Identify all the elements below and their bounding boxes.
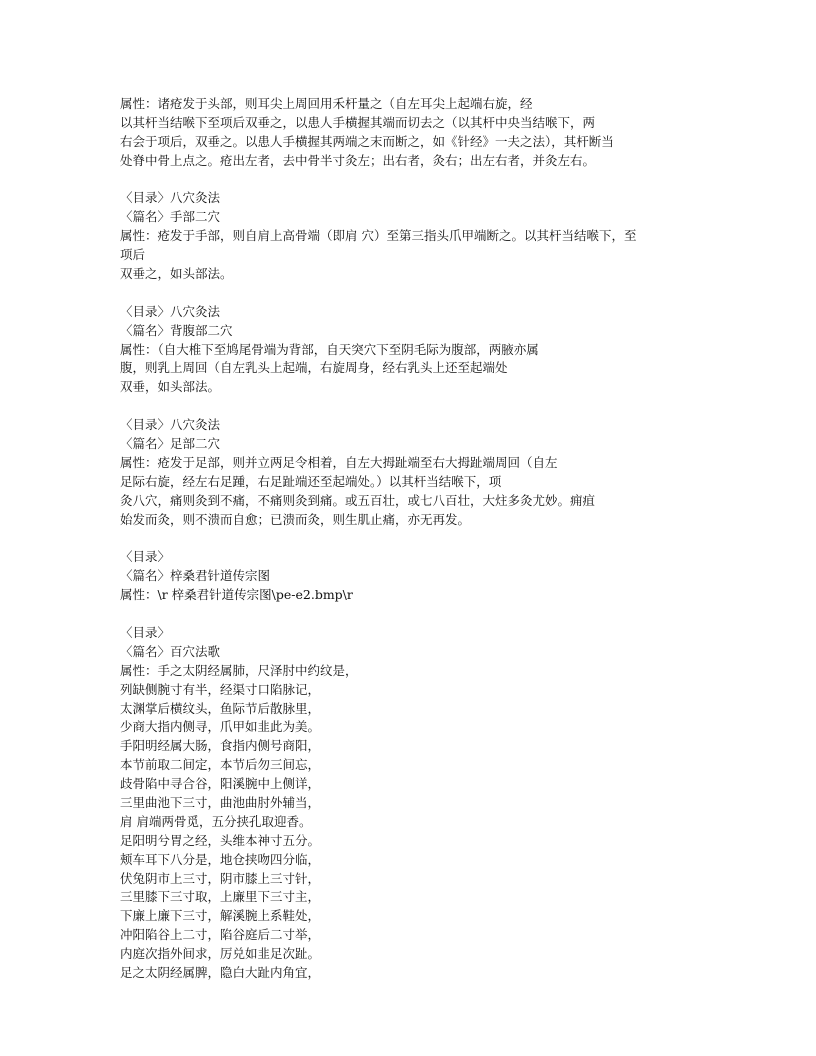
chapter-title-line: 〈篇名〉梓桑君针道传宗图 — [120, 568, 271, 584]
verse-line — [120, 983, 720, 1002]
paragraph-gap — [120, 397, 720, 416]
catalog-line: 〈目录〉八穴灸法 — [120, 190, 221, 206]
paragraph-gap — [120, 529, 720, 548]
text-line: 属性：\r 梓桑君针道传宗图\pe-e2.bmp\r — [120, 587, 353, 603]
section-foot-part — [120, 416, 720, 529]
chapter-title-line: 〈篇名〉背腹部二穴 — [120, 322, 233, 338]
catalog-line: 〈目录〉八穴灸法 — [120, 417, 221, 433]
verse-line: 足阳明兮胃之经，头维本神寸五分。 — [120, 832, 321, 848]
text-line: 处脊中骨上点之。疮出左者，去中骨半寸灸左；出右者，灸右；出左右者，并灸左右。 — [120, 152, 596, 168]
verse-line: 冲阳陷谷上二寸，陷谷庭后二寸举， — [120, 927, 321, 943]
text-line: 右会于项后，双垂之。以患人手横握其两端之末而断之，如《针经》一夫之法），其杆断当 — [120, 133, 614, 149]
section-back-abdomen-part — [120, 303, 720, 397]
text-line: 属性：疮发于手部，则自肩上高骨端（即肩 穴）至第三指头爪甲端断之。以其杆当结喉下，至 — [120, 228, 637, 244]
verse-line: 颊车耳下八分是，地仓挟吻四分临， — [120, 851, 321, 867]
catalog-line: 〈目录〉 — [120, 549, 171, 565]
chapter-title-line: 〈篇名〉百穴法歌 — [120, 643, 221, 659]
verse-line: 歧骨陷中寻合谷，阳溪腕中上侧详， — [120, 776, 321, 792]
paragraph-gap — [120, 284, 720, 303]
text-line: 腹，则乳上周回（自左乳头上起端，右旋周身，经右乳头上还至起端处 — [120, 360, 508, 376]
section-hand-part — [120, 189, 720, 283]
verse-line: 三里膝下三寸取，上廉里下三寸主， — [120, 889, 321, 905]
verse-line: 太渊掌后横纹头，鱼际节后散脉里， — [120, 700, 321, 716]
text-line: 灸八穴，痛则灸到不痛，不痛则灸到痛。或五百壮，或七八百壮，大炷多灸尤妙。痈疽 — [120, 492, 596, 508]
section-hundred-points-song — [120, 624, 720, 1021]
catalog-line: 〈目录〉 — [120, 624, 171, 640]
document-page — [120, 95, 720, 1021]
text-line: 双垂，如头部法。 — [120, 379, 221, 395]
text-line: 始发而灸，则不溃而自愈；已溃而灸，则生肌止痛，亦无再发。 — [120, 511, 471, 527]
text-line: 以其杆当结喉下至项后双垂之，以患人手横握其端而切去之（以其杆中央当结喉下，两 — [120, 114, 596, 130]
verse-line: 少商大指内侧寻，爪甲如韭此为美。 — [120, 719, 321, 735]
catalog-line: 〈目录〉八穴灸法 — [120, 303, 221, 319]
verse-line — [120, 1002, 720, 1021]
verse-line: 手阳明经属大肠，食指内侧号商阳， — [120, 738, 321, 754]
section-lineage-chart — [120, 548, 720, 605]
text-line: 双垂之，如头部法。 — [120, 266, 233, 282]
paragraph-gap — [120, 171, 720, 190]
verse-line: 三里曲池下三寸，曲池曲肘外辅当， — [120, 794, 321, 810]
text-line: 项后 — [120, 247, 146, 263]
verse-line: 足之太阴经属脾，隐白大趾内角宜， — [120, 964, 321, 980]
text-line: 属性：（自大椎下至鸠尾骨端为背部，自天突穴下至阴毛际为腹部，两腋亦属 — [120, 341, 539, 357]
text-line: 属性：诸疮发于头部，则耳尖上周回用禾杆量之（自左耳尖上起端右旋，经 — [120, 96, 533, 111]
verse-line: 下廉上廉下三寸，解溪腕上系鞋处， — [120, 908, 321, 924]
text-line: 足际右旋，经左右足踵，右足趾端还至起端处。）以其杆当结喉下，项 — [120, 473, 502, 489]
chapter-title-line: 〈篇名〉手部二穴 — [120, 209, 221, 225]
text-line: 属性：疮发于足部，则并立两足令相着，自左大拇趾端至右大拇趾端周回（自左 — [120, 454, 558, 470]
section-head-part — [120, 95, 720, 171]
paragraph-gap — [120, 605, 720, 624]
verse-line: 伏兔阴市上三寸，阴市膝上三寸针， — [120, 870, 321, 886]
verse-line: 内庭次指外间求，厉兑如韭足次趾。 — [120, 946, 321, 962]
verse-line: 肩 肩端两骨觅，五分挟孔取迎香。 — [120, 813, 312, 829]
verse-line: 本节前取二间定，本节后勿三间忘， — [120, 757, 321, 773]
verse-line: 属性：手之太阴经属肺，尺泽肘中约纹是， — [120, 662, 358, 678]
verse-line: 列缺侧腕寸有半，经渠寸口陷脉记， — [120, 681, 321, 697]
chapter-title-line: 〈篇名〉足部二穴 — [120, 436, 221, 452]
